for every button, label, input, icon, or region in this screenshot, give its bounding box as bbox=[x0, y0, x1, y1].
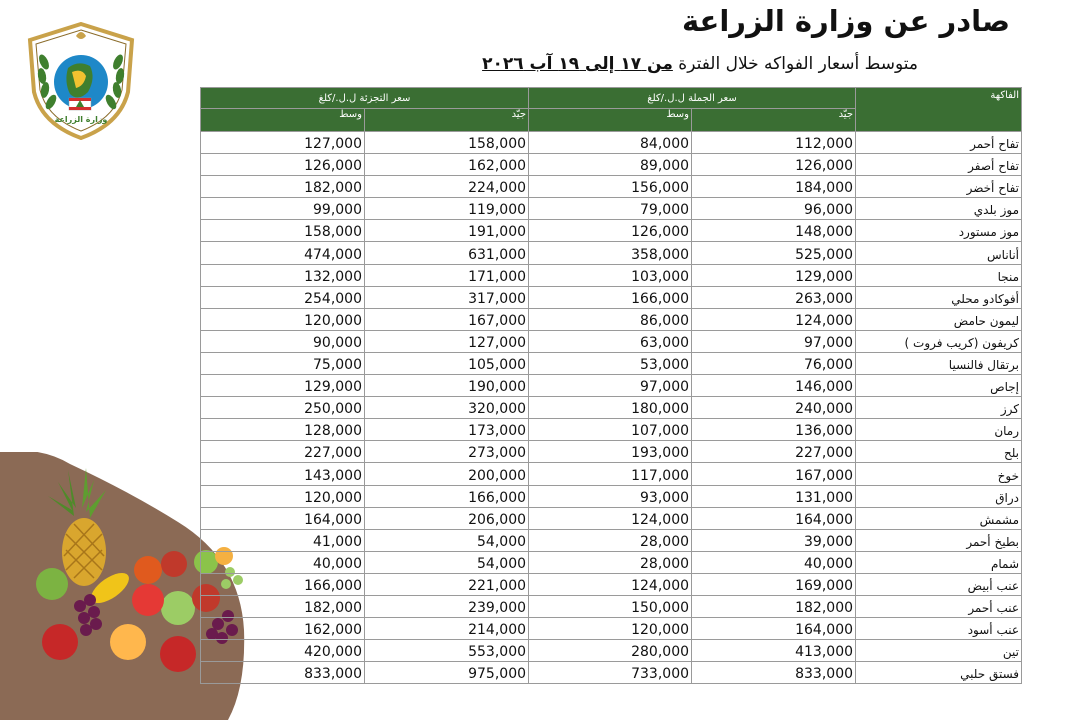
table-row bbox=[201, 242, 1022, 264]
green-apple-icon bbox=[36, 568, 68, 600]
wholesale-good-price-cell: 146,000 bbox=[692, 375, 856, 397]
fruit-name-cell: خوخ bbox=[856, 463, 1022, 485]
fruit-name-cell: موز مستورد bbox=[856, 220, 1022, 242]
pineapple-icon bbox=[48, 468, 106, 586]
retail-medium-price-cell: 126,000 bbox=[201, 154, 365, 176]
red-apple-icon bbox=[42, 624, 78, 660]
wholesale-medium-price-cell: 107,000 bbox=[529, 419, 692, 441]
table-row bbox=[201, 220, 1022, 242]
wholesale-medium-price-cell: 117,000 bbox=[529, 463, 692, 485]
retail-medium-price-cell: 166,000 bbox=[201, 573, 365, 595]
wholesale-medium-price-cell: 280,000 bbox=[529, 640, 692, 662]
retail-medium-price-cell: 162,000 bbox=[201, 618, 365, 640]
retail-good-price-cell: 631,000 bbox=[365, 242, 529, 264]
table-row bbox=[201, 441, 1022, 463]
table-row bbox=[201, 286, 1022, 308]
fruit-name-cell: عنب أبيض bbox=[856, 573, 1022, 595]
retail-medium-price-cell: 40,000 bbox=[201, 551, 365, 573]
fruit-name-cell: فستق حلبي bbox=[856, 662, 1022, 684]
retail-good-price-cell: 166,000 bbox=[365, 485, 529, 507]
retail-good-price-cell: 273,000 bbox=[365, 441, 529, 463]
fruit-name-cell: شمام bbox=[856, 551, 1022, 573]
retail-price-header: سعر التجزئة ل.ل./كلغ bbox=[201, 88, 529, 109]
table-header-row bbox=[201, 88, 1022, 109]
wholesale-good-price-cell: 525,000 bbox=[692, 242, 856, 264]
retail-good-price-cell: 173,000 bbox=[365, 419, 529, 441]
table-row bbox=[201, 198, 1022, 220]
fruit-name-cell: مشمش bbox=[856, 507, 1022, 529]
wholesale-medium-price-cell: 63,000 bbox=[529, 330, 692, 352]
subtitle-period: من ١٧ إلى ١٩ آب ٢٠٢٦ bbox=[482, 54, 673, 74]
retail-medium-price-cell: 833,000 bbox=[201, 662, 365, 684]
wholesale-medium-price-cell: 103,000 bbox=[529, 264, 692, 286]
table-row bbox=[201, 397, 1022, 419]
wholesale-medium-price-cell: 93,000 bbox=[529, 485, 692, 507]
wholesale-price-header: سعر الجملة ل.ل./كلغ bbox=[529, 88, 856, 109]
table-row bbox=[201, 595, 1022, 617]
retail-good-price-cell: 317,000 bbox=[365, 286, 529, 308]
retail-medium-header: وسط bbox=[201, 109, 365, 132]
table-row bbox=[201, 507, 1022, 529]
retail-good-price-cell: 190,000 bbox=[365, 375, 529, 397]
wholesale-medium-price-cell: 150,000 bbox=[529, 595, 692, 617]
retail-good-price-cell: 214,000 bbox=[365, 618, 529, 640]
table-row bbox=[201, 154, 1022, 176]
retail-good-price-cell: 553,000 bbox=[365, 640, 529, 662]
table-row bbox=[201, 308, 1022, 330]
table-row bbox=[201, 352, 1022, 374]
retail-good-price-cell: 239,000 bbox=[365, 595, 529, 617]
table-row bbox=[201, 463, 1022, 485]
wholesale-medium-header: وسط bbox=[529, 109, 692, 132]
retail-medium-price-cell: 182,000 bbox=[201, 176, 365, 198]
retail-good-price-cell: 167,000 bbox=[365, 308, 529, 330]
table-row bbox=[201, 573, 1022, 595]
wholesale-medium-price-cell: 358,000 bbox=[529, 242, 692, 264]
fruit-name-cell: موز بلدي bbox=[856, 198, 1022, 220]
wholesale-good-price-cell: 263,000 bbox=[692, 286, 856, 308]
wholesale-good-price-cell: 184,000 bbox=[692, 176, 856, 198]
retail-medium-price-cell: 182,000 bbox=[201, 595, 365, 617]
retail-good-price-cell: 54,000 bbox=[365, 551, 529, 573]
table-row bbox=[201, 485, 1022, 507]
table-row bbox=[201, 662, 1022, 684]
wholesale-medium-price-cell: 124,000 bbox=[529, 507, 692, 529]
wholesale-good-price-cell: 96,000 bbox=[692, 198, 856, 220]
retail-good-price-cell: 171,000 bbox=[365, 264, 529, 286]
fruit-name-cell: تفاح أصفر bbox=[856, 154, 1022, 176]
wholesale-good-price-cell: 240,000 bbox=[692, 397, 856, 419]
wholesale-good-price-cell: 131,000 bbox=[692, 485, 856, 507]
table-row bbox=[201, 529, 1022, 551]
wholesale-medium-price-cell: 180,000 bbox=[529, 397, 692, 419]
fruit-name-cell: برتقال فالنسيا bbox=[856, 352, 1022, 374]
retail-medium-price-cell: 132,000 bbox=[201, 264, 365, 286]
retail-medium-price-cell: 254,000 bbox=[201, 286, 365, 308]
retail-medium-price-cell: 75,000 bbox=[201, 352, 365, 374]
page-subtitle bbox=[482, 54, 918, 74]
retail-medium-price-cell: 120,000 bbox=[201, 485, 365, 507]
fruit-name-cell: تفاح أحمر bbox=[856, 132, 1022, 154]
logo-text: وزارة الزراعة bbox=[54, 115, 108, 124]
wholesale-medium-price-cell: 28,000 bbox=[529, 551, 692, 573]
wholesale-good-price-cell: 164,000 bbox=[692, 507, 856, 529]
fruit-name-cell: إجاص bbox=[856, 375, 1022, 397]
retail-medium-price-cell: 474,000 bbox=[201, 242, 365, 264]
wholesale-medium-price-cell: 733,000 bbox=[529, 662, 692, 684]
wholesale-good-price-cell: 97,000 bbox=[692, 330, 856, 352]
wholesale-medium-price-cell: 53,000 bbox=[529, 352, 692, 374]
wholesale-good-price-cell: 148,000 bbox=[692, 220, 856, 242]
wholesale-medium-price-cell: 89,000 bbox=[529, 154, 692, 176]
fruit-name-cell: بطيخ أحمر bbox=[856, 529, 1022, 551]
retail-medium-price-cell: 127,000 bbox=[201, 132, 365, 154]
retail-medium-price-cell: 158,000 bbox=[201, 220, 365, 242]
wholesale-good-price-cell: 39,000 bbox=[692, 529, 856, 551]
wholesale-good-price-cell: 40,000 bbox=[692, 551, 856, 573]
wholesale-good-price-cell: 124,000 bbox=[692, 308, 856, 330]
retail-good-price-cell: 127,000 bbox=[365, 330, 529, 352]
fruit-name-cell: ليمون حامض bbox=[856, 308, 1022, 330]
fruit-name-cell: منجا bbox=[856, 264, 1022, 286]
fruit-name-cell: بلح bbox=[856, 441, 1022, 463]
retail-good-price-cell: 221,000 bbox=[365, 573, 529, 595]
wholesale-good-price-cell: 164,000 bbox=[692, 618, 856, 640]
fruit-column-header: الفاكهة bbox=[856, 88, 1022, 132]
retail-medium-price-cell: 129,000 bbox=[201, 375, 365, 397]
fruit-name-cell: أناناس bbox=[856, 242, 1022, 264]
retail-medium-price-cell: 250,000 bbox=[201, 397, 365, 419]
wholesale-medium-price-cell: 126,000 bbox=[529, 220, 692, 242]
retail-medium-price-cell: 41,000 bbox=[201, 529, 365, 551]
wholesale-good-price-cell: 112,000 bbox=[692, 132, 856, 154]
retail-good-price-cell: 54,000 bbox=[365, 529, 529, 551]
fruit-name-cell: تفاح أخضر bbox=[856, 176, 1022, 198]
table-row bbox=[201, 330, 1022, 352]
retail-good-price-cell: 320,000 bbox=[365, 397, 529, 419]
retail-medium-price-cell: 120,000 bbox=[201, 308, 365, 330]
retail-medium-price-cell: 128,000 bbox=[201, 419, 365, 441]
wholesale-medium-price-cell: 28,000 bbox=[529, 529, 692, 551]
table-row bbox=[201, 618, 1022, 640]
wholesale-medium-price-cell: 193,000 bbox=[529, 441, 692, 463]
wholesale-good-price-cell: 182,000 bbox=[692, 595, 856, 617]
wholesale-good-price-cell: 126,000 bbox=[692, 154, 856, 176]
table-row bbox=[201, 132, 1022, 154]
table-row bbox=[201, 551, 1022, 573]
wholesale-medium-price-cell: 124,000 bbox=[529, 573, 692, 595]
retail-medium-price-cell: 227,000 bbox=[201, 441, 365, 463]
peach-icon bbox=[110, 624, 146, 660]
retail-good-header: جيّد bbox=[365, 109, 529, 132]
orange-icon bbox=[134, 556, 162, 584]
table-row bbox=[201, 176, 1022, 198]
fruit-name-cell: أفوكادو محلي bbox=[856, 286, 1022, 308]
subtitle-prefix: متوسط أسعار الفواكه خلال الفترة bbox=[678, 54, 918, 74]
retail-good-price-cell: 200,000 bbox=[365, 463, 529, 485]
retail-good-price-cell: 119,000 bbox=[365, 198, 529, 220]
fruit-name-cell: رمان bbox=[856, 419, 1022, 441]
retail-good-price-cell: 105,000 bbox=[365, 352, 529, 374]
wholesale-good-price-cell: 413,000 bbox=[692, 640, 856, 662]
retail-medium-price-cell: 164,000 bbox=[201, 507, 365, 529]
table-row bbox=[201, 419, 1022, 441]
wholesale-good-price-cell: 76,000 bbox=[692, 352, 856, 374]
page-title: صادر عن وزارة الزراعة bbox=[681, 4, 1010, 38]
wholesale-medium-price-cell: 84,000 bbox=[529, 132, 692, 154]
wholesale-good-price-cell: 169,000 bbox=[692, 573, 856, 595]
ministry-logo bbox=[20, 22, 142, 140]
wholesale-medium-price-cell: 86,000 bbox=[529, 308, 692, 330]
wholesale-good-price-cell: 136,000 bbox=[692, 419, 856, 441]
retail-good-price-cell: 162,000 bbox=[365, 154, 529, 176]
fruit-name-cell: كرز bbox=[856, 397, 1022, 419]
wholesale-good-header: جيّد bbox=[692, 109, 856, 132]
wholesale-good-price-cell: 833,000 bbox=[692, 662, 856, 684]
fruit-name-cell: تين bbox=[856, 640, 1022, 662]
retail-good-price-cell: 191,000 bbox=[365, 220, 529, 242]
price-table-body bbox=[201, 132, 1022, 684]
price-table bbox=[200, 87, 1022, 684]
fruit-name-cell: دراق bbox=[856, 485, 1022, 507]
wholesale-medium-price-cell: 166,000 bbox=[529, 286, 692, 308]
retail-good-price-cell: 158,000 bbox=[365, 132, 529, 154]
table-row bbox=[201, 264, 1022, 286]
wholesale-good-price-cell: 227,000 bbox=[692, 441, 856, 463]
wholesale-medium-price-cell: 97,000 bbox=[529, 375, 692, 397]
table-row bbox=[201, 640, 1022, 662]
wholesale-medium-price-cell: 156,000 bbox=[529, 176, 692, 198]
table-row bbox=[201, 375, 1022, 397]
wholesale-medium-price-cell: 79,000 bbox=[529, 198, 692, 220]
wholesale-good-price-cell: 167,000 bbox=[692, 463, 856, 485]
fruit-name-cell: عنب أحمر bbox=[856, 595, 1022, 617]
wholesale-medium-price-cell: 120,000 bbox=[529, 618, 692, 640]
fruit-name-cell: كريفون (كريب فروت ) bbox=[856, 330, 1022, 352]
retail-good-price-cell: 975,000 bbox=[365, 662, 529, 684]
wholesale-good-price-cell: 129,000 bbox=[692, 264, 856, 286]
retail-medium-price-cell: 99,000 bbox=[201, 198, 365, 220]
retail-good-price-cell: 224,000 bbox=[365, 176, 529, 198]
retail-medium-price-cell: 90,000 bbox=[201, 330, 365, 352]
fruit-name-cell: عنب أسود bbox=[856, 618, 1022, 640]
retail-medium-price-cell: 420,000 bbox=[201, 640, 365, 662]
retail-good-price-cell: 206,000 bbox=[365, 507, 529, 529]
retail-medium-price-cell: 143,000 bbox=[201, 463, 365, 485]
